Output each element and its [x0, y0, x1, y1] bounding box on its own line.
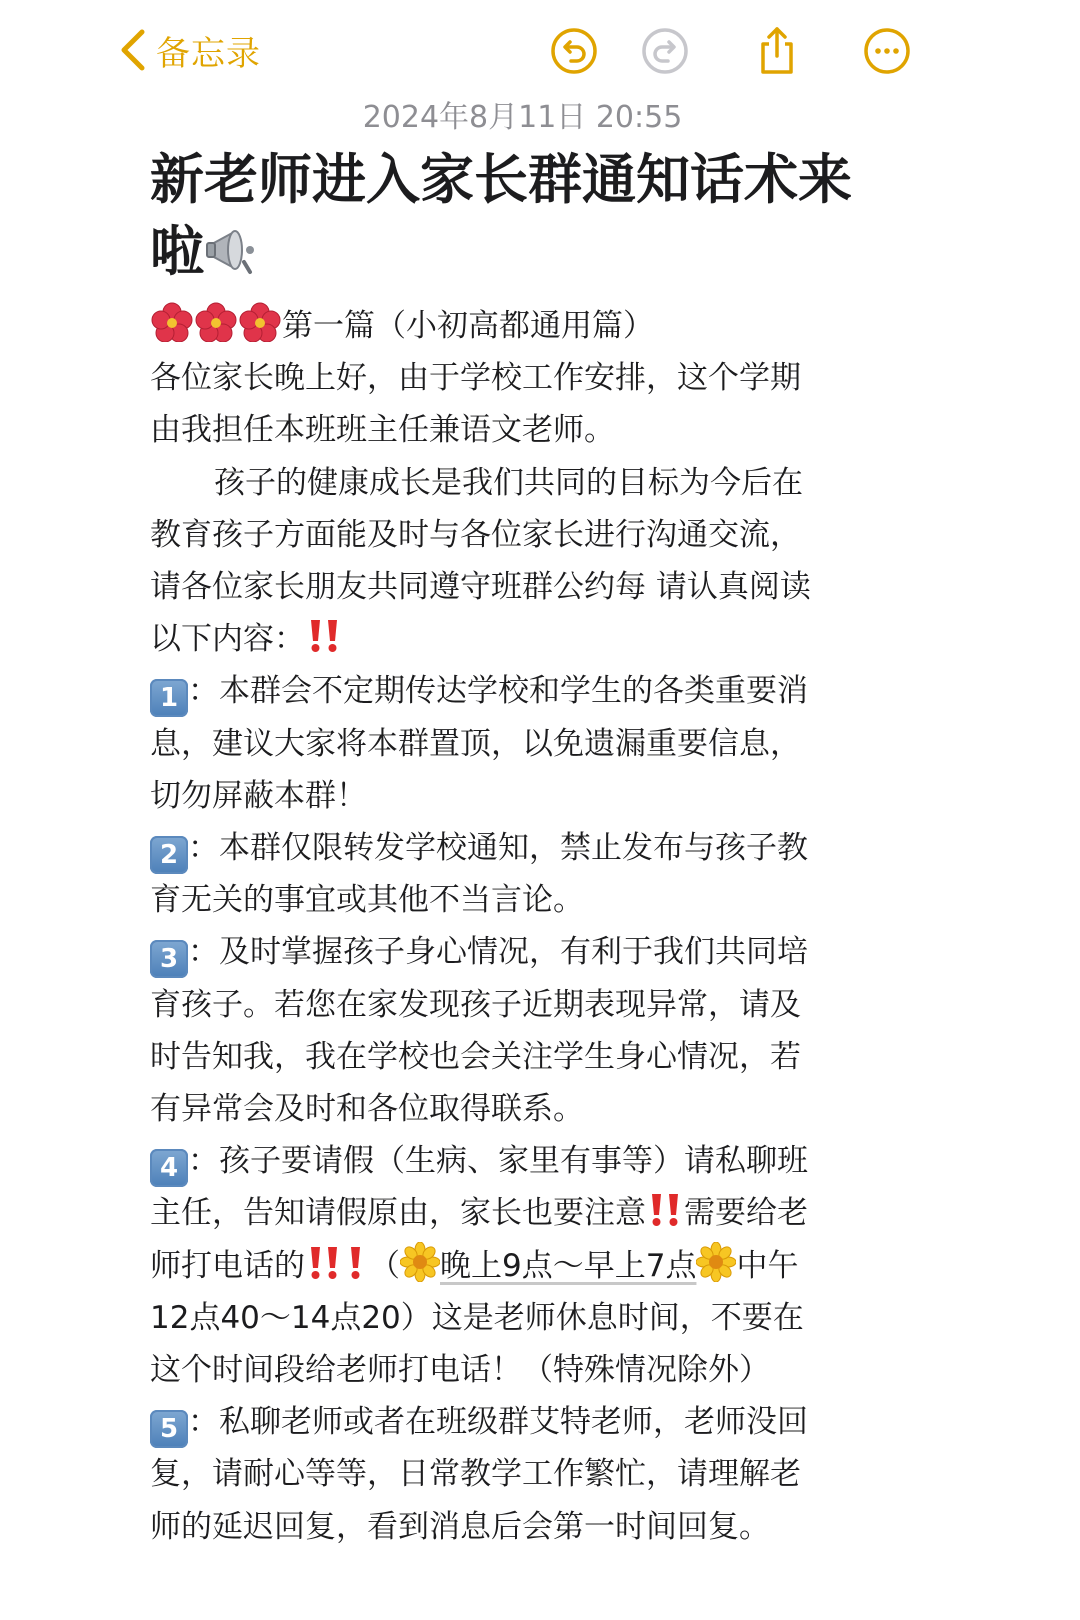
body-line-18 [150, 1187, 910, 1239]
note-title-line-2-text: 啦 [150, 220, 204, 283]
share-button[interactable] [752, 26, 802, 76]
body-line-22 [150, 1396, 910, 1448]
body-line-9: 息，建议大家将本群置顶，以免遗漏重要信息， [150, 725, 801, 762]
body-line-21: 这个时间段给老师打电话！（特殊情况除外） [150, 1352, 770, 1389]
body-line-15: 时告知我，我在学校也会关注学生身心情况，若 [150, 1038, 801, 1075]
body-line-13 [150, 926, 910, 978]
body-line-12: 育无关的事宜或其他不当言论。 [150, 882, 584, 919]
navigation-toolbar [0, 0, 1080, 100]
undo-button[interactable] [549, 26, 599, 76]
body-line-7-text: 以下内容： [150, 621, 305, 658]
megaphone-icon [204, 222, 260, 278]
more-icon [862, 26, 912, 76]
body-line-16: 有异常会及时和各位取得联系。 [150, 1091, 584, 1128]
body-line-2: 各位家长晚上好，由于学校工作安排，这个学期 [150, 360, 801, 397]
body-line-24: 师的延迟回复，看到消息后会第一时间回复。 [150, 1508, 770, 1545]
body-line-4: 孩子的健康成长是我们共同的目标为今后在 [214, 464, 803, 501]
back-button[interactable] [118, 26, 261, 74]
body-line-11 [150, 822, 910, 874]
body-line-19 [150, 1240, 910, 1292]
body-line-19-text-c: 晚上9点～早上7点 [440, 1247, 697, 1284]
share-icon [752, 26, 802, 76]
keycap-5-icon: 5 [150, 1410, 188, 1448]
body-line-18-text-a: 主任，告知请假原由，家长也要注意 [150, 1195, 646, 1232]
chevron-left-icon [118, 28, 148, 72]
blossom-icon [696, 1242, 736, 1282]
undo-icon [549, 26, 599, 76]
note-title-line-2 [150, 216, 910, 288]
note-title-line-1: 新老师进入家长群通知话术来 [150, 148, 852, 211]
keycap-2-icon: 2 [150, 836, 188, 874]
body-line-22-text: ：私聊老师或者在班级群艾特老师，老师没回 [188, 1404, 808, 1441]
note-timestamp: 2024年8月11日 20:55 [362, 100, 683, 135]
body-line-8-text: ：本群会不定期传达学校和学生的各类重要消 [188, 673, 808, 710]
body-line-7 [150, 613, 910, 665]
body-line-8 [150, 665, 910, 717]
body-line-17-text: ：孩子要请假（生病、家里有事等）请私聊班 [188, 1143, 808, 1180]
body-line-19-text-d: 中午 [736, 1247, 799, 1284]
body-line-13-text: ：及时掌握孩子身心情况，有利于我们共同培 [188, 934, 808, 971]
body-line-14: 育孩子。若您在家发现孩子近期表现异常，请及 [150, 986, 801, 1023]
keycap-1-icon: 1 [150, 679, 188, 717]
body-line-18-text-b: 需要给老 [684, 1195, 808, 1232]
note-content[interactable] [150, 144, 910, 1553]
body-line-3: 由我担任本班班主任兼语文老师。 [150, 412, 615, 449]
body-line-17 [150, 1135, 910, 1187]
hibiscus-icon [150, 302, 194, 342]
hibiscus-icon [194, 302, 238, 342]
note-title [150, 144, 910, 288]
keycap-3-icon: 3 [150, 940, 188, 978]
double-exclamation-icon [305, 617, 343, 655]
body-line-19-text-a: 师打电话的 [150, 1247, 305, 1284]
hibiscus-icon [238, 302, 282, 342]
body-line-23: 复，请耐心等等，日常教学工作繁忙，请理解老 [150, 1456, 801, 1493]
exclamation-icon [343, 1244, 369, 1282]
body-line-1 [150, 300, 910, 352]
body-line-1-text: 第一篇（小初高都通用篇） [282, 308, 654, 344]
body-line-20: 12点40～14点20）这是老师休息时间，不要在 [150, 1299, 804, 1336]
body-line-11-text: ：本群仅限转发学校通知，禁止发布与孩子教 [188, 830, 808, 867]
redo-button[interactable] [640, 26, 690, 76]
more-button[interactable] [862, 26, 912, 76]
body-line-19-text-b: （ [369, 1247, 400, 1284]
back-button-label: 备忘录 [156, 33, 261, 74]
body-line-6: 请各位家长朋友共同遵守班群公约每 请认真阅读 [150, 569, 811, 606]
body-line-10: 切勿屏蔽本群！ [150, 777, 367, 814]
redo-icon [640, 26, 690, 76]
body-line-5: 教育孩子方面能及时与各位家长进行沟通交流， [150, 516, 801, 553]
blossom-icon [400, 1242, 440, 1282]
double-exclamation-icon [305, 1244, 343, 1282]
keycap-4-icon: 4 [150, 1149, 188, 1187]
double-exclamation-icon [646, 1191, 684, 1229]
